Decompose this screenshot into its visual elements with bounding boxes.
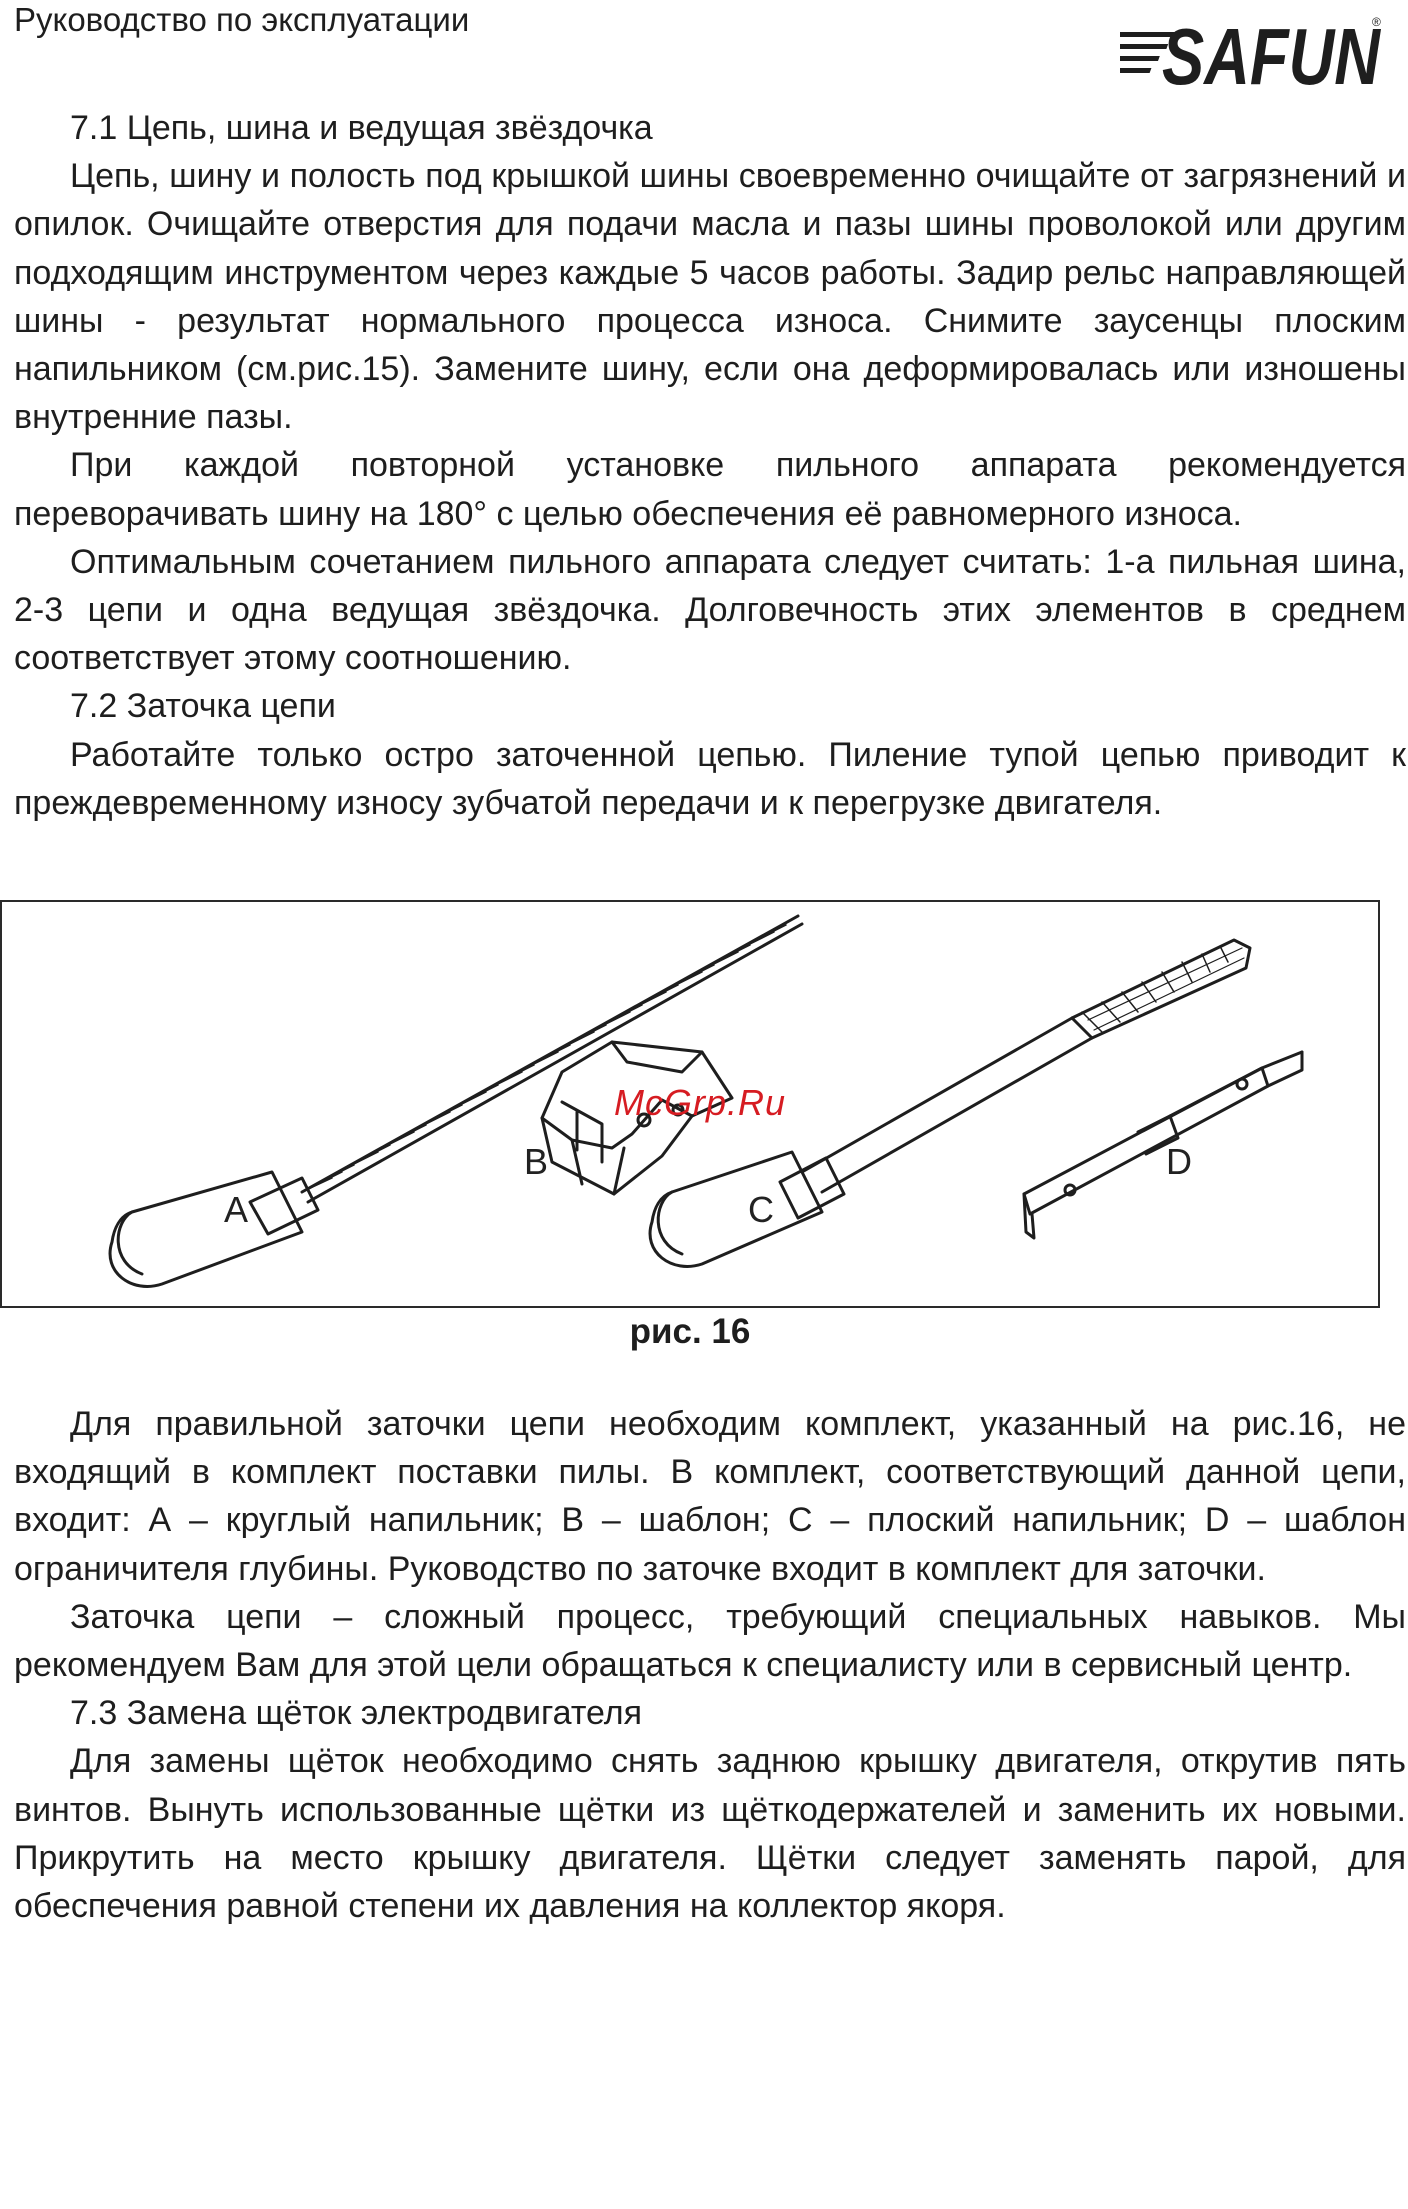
watermark: McGrp.Ru xyxy=(614,1082,787,1123)
paragraph: Для правильной заточки цепи необходим комплект, указанный на рис.16, не входящий в комплект поставки пилы. В комплект, соответствующий данной цепи, входит: А – круглый напильник; В – шаблон; С – плоский напильник; D – шаблон ограничителя глубины. Руководство по заточке входит в комплект для заточки. xyxy=(14,1405,1406,1588)
paragraph: При каждой повторной установке пильного аппарата рекомендуется переворачивать шину на 180° с целью обеспечения её равномерного износа. xyxy=(14,446,1406,533)
text-block-top xyxy=(14,104,1406,827)
section-heading-7-3: 7.3 Замена щёток электродвигателя xyxy=(70,1694,643,1733)
paragraph: Работайте только остро заточенной цепью. Пиление тупой цепью приводит к преждевременному износу зубчатой передачи и к перегрузке двигателя. xyxy=(14,735,1406,822)
figure-label-a: A xyxy=(224,1189,249,1230)
paragraph: Заточка цепи – сложный процесс, требующий специальных навыков. Мы рекомендуем Вам для этой цели обращаться к специалисту или в сервисный центр. xyxy=(14,1597,1406,1685)
page-header-title: Руководство по эксплуатации xyxy=(14,1,470,38)
depth-gauge-drawing xyxy=(1024,1052,1302,1238)
section-heading-7-1: 7.1 Цепь, шина и ведущая звёздочка xyxy=(70,109,653,147)
figure-caption: рис. 16 xyxy=(629,1312,751,1351)
figure-label-b: B xyxy=(524,1141,549,1182)
figure-label-d: D xyxy=(1166,1141,1192,1182)
paragraph: Цепь, шину и полость под крышкой шины своевременно очищайте от загрязнений и опилок. Очищайте отверстия для подачи масла и пазы шины проволокой или другим подходящим инструментом через каждые 5 часов работы. Задир рельс направляющей шины - результат нормального процесса износа. Снимите заусенцы плоским напильником (см.рис.15). Замените шину, если она деформировалась или изношены внутренние пазы. xyxy=(14,157,1406,437)
section-heading-7-2: 7.2 Заточка цепи xyxy=(70,687,336,726)
logo-text: SAFUN xyxy=(1162,12,1382,92)
figure-label-c: C xyxy=(748,1189,774,1230)
paragraph: Для замены щёток необходимо снять заднюю крышку двигателя, открутив пять винтов. Вынуть использованные щётки из щёткодержателей и заменить их новыми. Прикрутить на место крышку двигателя. Щётки следует заменять парой, для обеспечения равной степени их давления на коллектор якоря. xyxy=(14,1742,1406,1926)
text-block-bottom xyxy=(14,1400,1406,1930)
registered-mark: ® xyxy=(1372,15,1381,29)
safun-logo xyxy=(1120,6,1390,92)
paragraph: Оптимальным сочетанием пильного аппарата следует считать: 1-а пильная шина, 2-3 цепи и одна ведущая звёздочка. Долговечность этих элементов в среднем соответствует этому соотношению. xyxy=(14,542,1406,678)
